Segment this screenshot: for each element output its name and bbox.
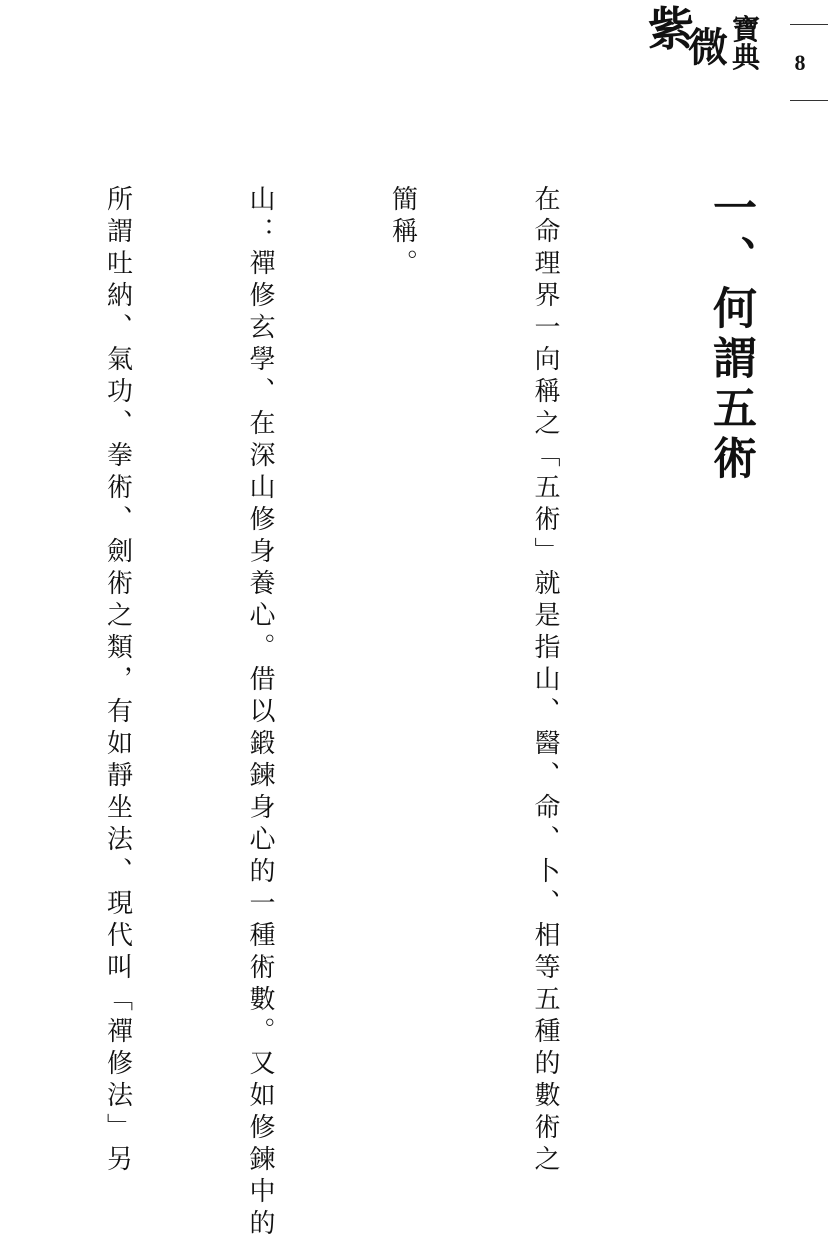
text-line: 所謂吐納、氣功、拳術、劍術之類，有如靜坐法、現代叫「禪修法」另	[102, 185, 133, 1177]
brand-char-wei: 微	[688, 24, 728, 71]
brand-char-zi: 紫	[648, 2, 694, 56]
text-line: 在命理界一向稱之「五術」就是指山、醫、命、卜、相等五種的數術之	[530, 185, 560, 1177]
text-line: 山：禪修玄學、在深山修身養心。借以鍛鍊身心的一種術數。又如修鍊中的	[245, 185, 275, 1241]
chapter-title: 一、何謂五術	[705, 185, 756, 485]
body-text	[0, 185, 663, 1241]
text-line: 簡稱。	[387, 185, 418, 281]
brand-baodian: 寶典	[732, 13, 762, 74]
header-rule-bottom	[790, 100, 828, 101]
page-number: 8	[794, 50, 806, 75]
header-rule-top	[790, 24, 828, 25]
book-brand	[648, 2, 788, 86]
